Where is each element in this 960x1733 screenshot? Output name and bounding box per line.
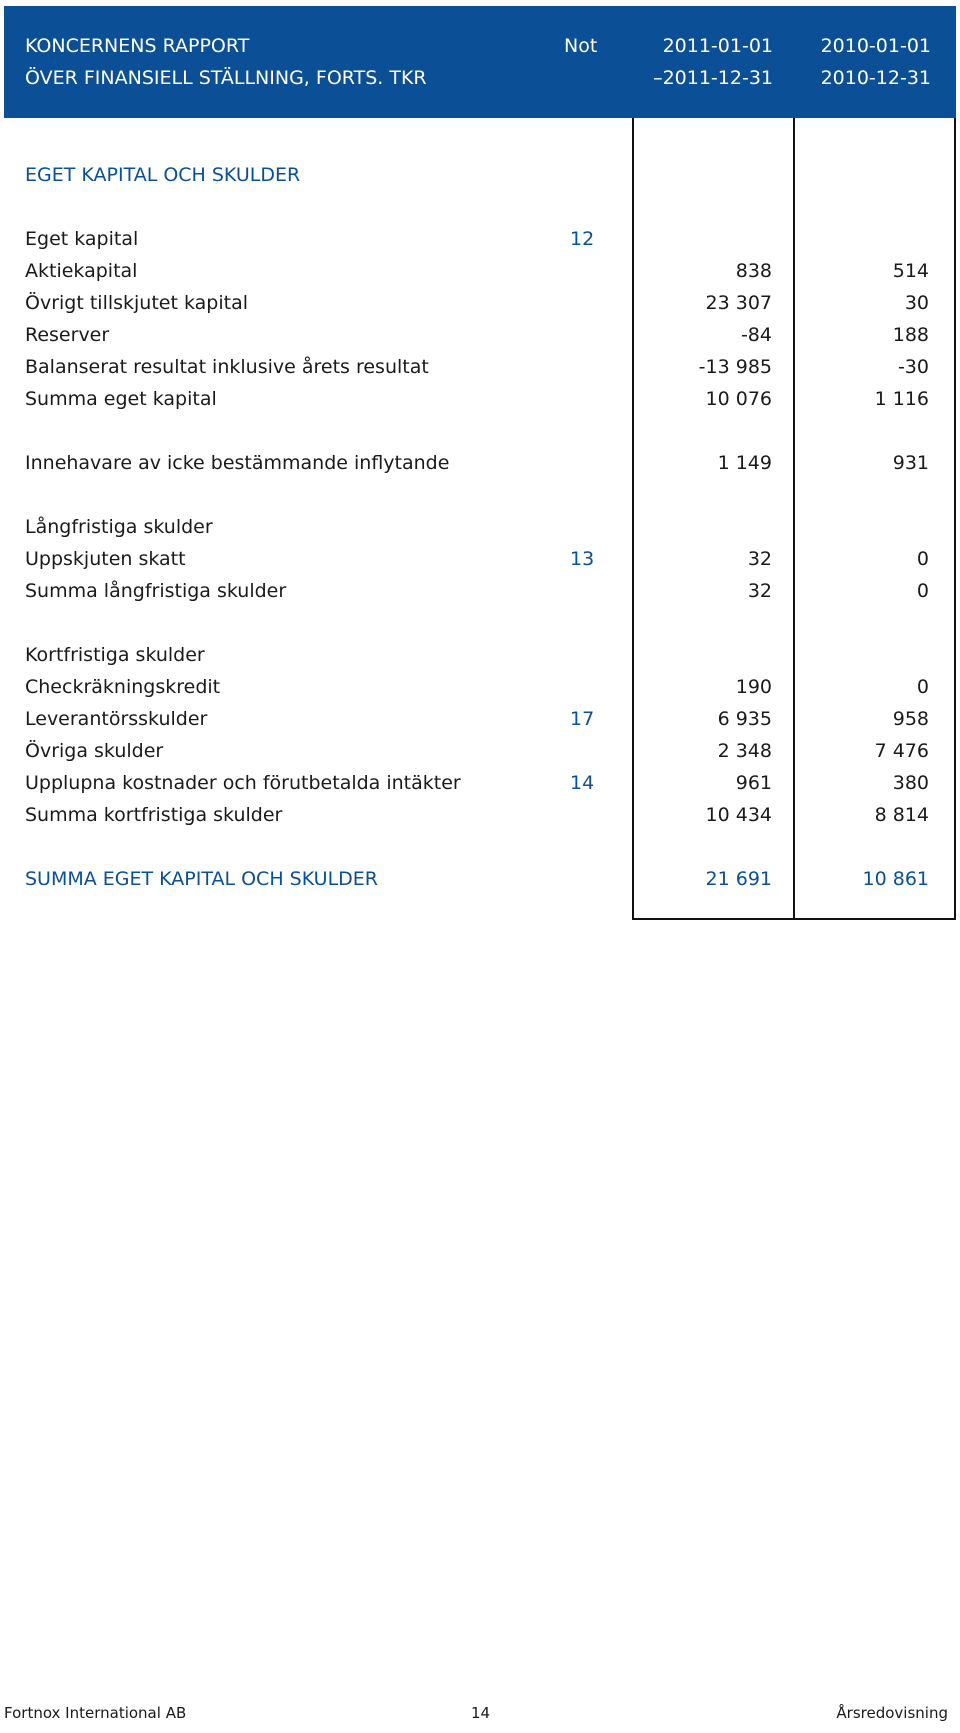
table-row [0, 256, 960, 286]
row-value-2011: 23 307 [705, 292, 772, 314]
row-value-2010: 0 [916, 580, 929, 602]
row-note: 14 [570, 772, 595, 794]
row-label: Innehavare av icke bestämmande inflytande [25, 452, 450, 474]
row-value-2011: -84 [740, 324, 772, 346]
table-row [0, 768, 960, 798]
header-row-2 [4, 62, 956, 94]
row-value-2010: 514 [892, 260, 929, 282]
footer-document-name: Årsredovisning [836, 1704, 948, 1722]
row-label: Aktiekapital [25, 260, 138, 282]
row-note: 17 [570, 708, 595, 730]
table-bottom-border [632, 918, 956, 920]
row-label: Upplupna kostnader och förutbetalda intäkter [25, 772, 461, 794]
report-header [4, 6, 956, 118]
table-row [0, 224, 960, 254]
header-row-1 [4, 30, 956, 62]
row-label: Övriga skulder [25, 740, 164, 762]
row-value-2011: 32 [747, 580, 772, 602]
row-value-2010: 0 [916, 548, 929, 570]
row-label: Summa kortfristiga skulder [25, 804, 283, 826]
row-value-2010: -30 [897, 356, 929, 378]
row-value-2010: 30 [904, 292, 929, 314]
row-note: 13 [570, 548, 595, 570]
row-label: Långfristiga skulder [25, 516, 213, 538]
footer-company: Fortnox International AB [4, 1704, 187, 1722]
row-label: Leverantörsskulder [25, 708, 208, 730]
header-title-line2: ÖVER FINANSIELL STÄLLNING, FORTS. TKR [25, 67, 427, 89]
table-row [0, 320, 960, 350]
row-value-2010: 188 [892, 324, 929, 346]
row-value-2011: 32 [747, 548, 772, 570]
row-label: SUMMA EGET KAPITAL OCH SKULDER [25, 868, 378, 890]
table-row-total [0, 384, 960, 414]
table-row [0, 704, 960, 734]
table-row [0, 672, 960, 702]
row-label: Checkräkningskredit [25, 676, 221, 698]
row-label: Övrigt tillskjutet kapital [25, 292, 248, 314]
header-col2-line1: 2010-01-01 [820, 35, 931, 57]
row-label: Kortfristiga skulder [25, 644, 205, 666]
header-col1-line2: –2011-12-31 [653, 67, 773, 89]
row-note: 12 [570, 228, 595, 250]
grand-total-row [0, 864, 960, 894]
row-value-2010: 380 [892, 772, 929, 794]
section-heading [0, 160, 960, 190]
row-value-2010: 1 116 [874, 388, 929, 410]
row-value-2011: 10 076 [705, 388, 772, 410]
table-row [0, 544, 960, 574]
subsection-heading [0, 512, 960, 542]
row-label: Summa eget kapital [25, 388, 217, 410]
row-value-2011: 838 [735, 260, 772, 282]
row-value-2010: 7 476 [874, 740, 929, 762]
page-footer [0, 1701, 960, 1725]
footer-page-number: 14 [471, 1704, 491, 1722]
row-value-2010: 10 861 [862, 868, 929, 890]
table-row [0, 288, 960, 318]
header-title-line1: KONCERNENS RAPPORT [25, 35, 250, 57]
table-row-total [0, 800, 960, 830]
table-row [0, 352, 960, 382]
row-value-2010: 0 [916, 676, 929, 698]
header-not-label: Not [564, 35, 598, 57]
subsection-heading [0, 640, 960, 670]
row-label: Balanserat resultat inklusive årets resultat [25, 356, 429, 378]
row-value-2010: 8 814 [874, 804, 929, 826]
header-col1-line1: 2011-01-01 [662, 35, 773, 57]
row-value-2011: 6 935 [717, 708, 772, 730]
row-value-2011: 21 691 [705, 868, 772, 890]
row-label: Summa långfristiga skulder [25, 580, 287, 602]
row-value-2011: 961 [735, 772, 772, 794]
row-label: Eget kapital [25, 228, 139, 250]
row-value-2010: 958 [892, 708, 929, 730]
row-value-2010: 931 [892, 452, 929, 474]
row-value-2011: 10 434 [705, 804, 772, 826]
row-value-2011: 2 348 [717, 740, 772, 762]
header-col2-line2: 2010-12-31 [820, 67, 931, 89]
row-value-2011: -13 985 [698, 356, 772, 378]
row-label: Uppskjuten skatt [25, 548, 186, 570]
row-value-2011: 1 149 [717, 452, 772, 474]
table-row [0, 736, 960, 766]
row-label: Reserver [25, 324, 110, 346]
row-label: EGET KAPITAL OCH SKULDER [25, 164, 301, 186]
table-row [0, 448, 960, 478]
row-value-2011: 190 [735, 676, 772, 698]
table-row-total [0, 576, 960, 606]
